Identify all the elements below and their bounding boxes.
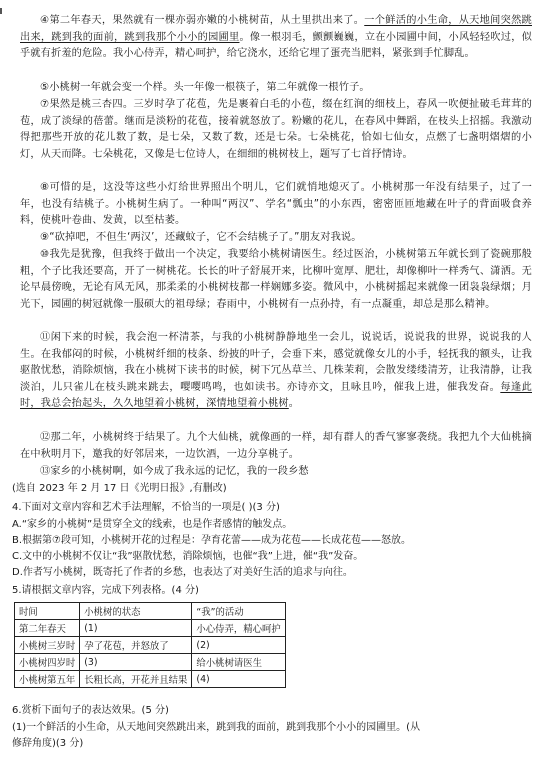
table-cell: 小桃树三岁时 [15,637,80,654]
table-cell: 小心侍弄，精心呵护 [192,620,285,637]
question-5-stem: 5.请根据文章内容，完成下列表格。(4 分) [12,585,199,596]
answer-blank-3[interactable]: (3) [80,654,192,671]
question-6-item-1-continued: 修辞角度)(3 分) [12,738,84,749]
answer-blank-2[interactable]: (2) [192,637,285,654]
table-header-cell: “我”的活动 [192,603,285,620]
table-cell: 第二年春天 [15,620,80,637]
question-4-option-a: A.“家乡的小桃树”是贯穿全文的线索，也是作者感情的触发点。 [12,519,293,530]
table-row [15,637,286,654]
paragraph-9: ⑨“砍掉吧，不但生‘两汉’，还藏蚊子，它不会结桃子了。”朋友对我说。 [40,232,362,243]
question-4-stem: 4.下面对文章内容和艺术手法理解，不恰当的一项是( )(3 分) [12,502,280,513]
table-cell: 小桃树第五年 [15,671,80,688]
paragraph-10: ⑩我先是犹豫，但我终于做出一个决定，我要给小桃树请医生。经过医治，小桃树第五年就长到了瓷碗那般粗，个子比我还要高，开了一树桃花。长长的叶子舒展开来，比柳叶宽厚、肥壮，却像柳叶一样秀气、潇洒。无论早晨傍晚，无论有风无风，那柔柔的小桃树枝都一样娴娜多姿。微风中，小桃树摇起来就像一团袅袅绿烟；月光下，园圃的树冠就像一服硕大的祖母绿；春雨中，小桃树有一点孙持，有一点凝重，却总是那么精神。 [20,249,532,310]
table-header-cell: 时间 [15,603,80,620]
table-row [15,671,286,688]
table-cell: 长粗长高，开花并且结果 [80,671,192,688]
question-4-option-d: D.作者写小桃树，既寄托了作者的乡愁，也表达了对美好生活的追求与向往。 [12,567,353,578]
answer-blank-1[interactable]: (1) [80,620,192,637]
table-cell: 小桃树四岁时 [15,654,80,671]
paragraph-4: ④第二年春天，果然就有一棵亦弱亦嫩的小桃树苗，从土里拱出来了。一个鲜活的小生命，从天地间突然跳出来，跳到我的面前，跳到我那个小小的园圃里。像一根羽毛，颤颤巍巍，立在小园圃中间，小风轻轻吹过，似乎就有折羞的危险。我小心侍弄，精心呵护，给它浇水，还给它埋了蛋壳当肥料，紧张到手忙脚乱。 [20,15,532,60]
page-edge-mark [0,8,2,14]
paragraph-13: ⑬家乡的小桃树啊，如今成了我永远的记忆，我的一段乡愁 [40,466,309,477]
question-6-stem: 6.赏析下面句子的表达效果。(5 分) [12,705,169,716]
underlined-sentence-2: 每逢此时，我总会抬起头，久久地望着小桃树，深情地望着小桃树 [20,381,532,410]
paragraph-5: ⑤小桃树一年就会变一个样。头一年像一根筷子，第二年就像一根竹子。 [40,82,370,93]
source-citation: (选自 2023 年 2 月 17 日《光明日报》,有删改) [12,483,227,494]
table-cell: 给小桃树请医生 [192,654,285,671]
table-header-cell: 小桃树的状态 [80,603,192,620]
question-4-option-b: B.根据第⑦段可知，小桃树开花的过程是：孕育花蕾——成为花苞——长成花苞——怒放。 [12,535,412,546]
question-4-option-c: C.文中的小桃树不仅让“我”驱散忧愁，消除烦恼，也催“我”上进，催“我”发奋。 [12,551,364,562]
paragraph-11: ⑪闲下来的时候，我会泡一杯清茶，与我的小桃树静静地坐一会儿，说说话，说说我的世界，说说我的人生。在我郁闷的时候，小桃树纤细的枝条、纷披的叶子，会垂下来，感觉就像女儿的小手，轻抚我的额头，让我驱散忧愁，消除烦恼，我在小桃树下读书的时候，树下冗丛草兰、几株茉莉，会散发缕缕清芳，让我清静，让我淡泊，儿只雀儿在枝头跳来跳去，嘤嘤鸣鸣，也如读书。亦诗亦文，且咏且吟，催我上进，催我发奋。每逢此时，我总会抬起头，久久地望着小桃树，深情地望着小桃树。 [20,332,532,410]
paragraph-7: ⑦果然是桃三杏四。三岁时孕了花苞，先是裹着白毛的小苞，缀在红润的细枝上，春风一吹便扯破毛茸茸的苞，成了淡绿的蓓蕾。继而是淡粉的花苞，接着就怒放了。粉嫩的花儿，在春风中舞蹈，在枝头上招摇。我激动得把那些开放的花儿数了数，是七朵，又数了数，还是七朵。七朵桃花，恰如七仙女，点燃了七盏明熠熠的小灯，从天而降。七朵桃花，又像是七位诗人，在细细的桃树枝上，题写了七首抒情诗。 [20,99,532,160]
paragraph-8: ⑧可惜的是，这没等这些小灯给世界照出个明儿，它们就悄地熄灭了。小桃树那一年没有结果子，过了一年，也没有结桃子。小桃树生病了。一种叫“两汉”、学名“瓢虫”的小东西，密密匝匝地藏在叶子的背面吸食养料，使桃叶卷曲、发黄，以至枯萎。 [20,182,532,227]
table-row [15,654,286,671]
answer-blank-4[interactable]: (4) [192,671,285,688]
paragraph-12: ⑫那二年，小桃树终于结果了。九个大仙桃，就像画的一样，却有群人的香气寥寥袭绕。我把九个大仙桃摘在中秋明月下，邀我的好邻居来，一边饮酒，一边分享桃子。 [20,432,532,460]
table-header-row [15,603,286,620]
question-6-item-1: (1)一个鲜活的小生命，从天地间突然跳出来，跳到我的面前，跳到我那个小小的园圃里。(从 [12,722,421,733]
underlined-sentence-1: 一个鲜活的小生命，从天地间突然跳出来，跳到我的面前，跳到我那个小小的园圃里 [20,15,532,43]
table-row [15,620,286,637]
question-5-table [14,602,286,688]
table-cell: 孕了花苞，并怒放了 [80,637,192,654]
